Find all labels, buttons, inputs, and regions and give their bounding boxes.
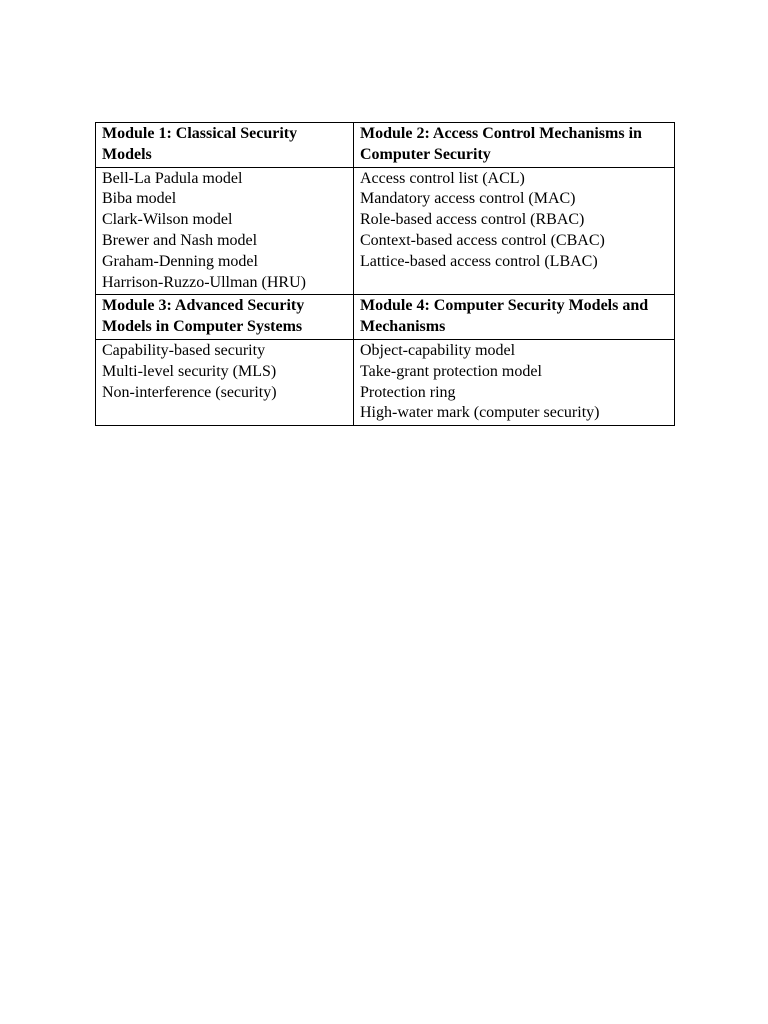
table-row-header-1 <box>96 123 675 168</box>
table-row-header-2 <box>96 295 675 340</box>
table-row-items-1 <box>96 167 675 295</box>
list-item: Multi-level security (MLS) <box>102 362 277 380</box>
module-2-items <box>354 167 675 295</box>
list-item: Lattice-based access control (LBAC) <box>360 252 598 270</box>
list-item: Role-based access control (RBAC) <box>360 211 585 229</box>
list-item: Capability-based security <box>102 341 266 359</box>
list-item: High-water mark (computer security) <box>360 404 600 422</box>
modules-table <box>95 122 675 426</box>
list-item: Clark-Wilson model <box>102 211 233 229</box>
module-1-items <box>96 167 354 295</box>
list-item: Object-capability model <box>360 341 516 359</box>
list-item: Take-grant protection model <box>360 362 542 380</box>
list-item: Protection ring <box>360 383 456 401</box>
list-item: Mandatory access control (MAC) <box>360 190 576 208</box>
list-item: Graham-Denning model <box>102 252 258 270</box>
list-item: Non-interference (security) <box>102 383 277 401</box>
module-4-items <box>354 339 675 425</box>
table-row-items-2 <box>96 339 675 425</box>
list-item: Biba model <box>102 190 177 208</box>
list-item: Brewer and Nash model <box>102 231 258 249</box>
module-3-title: Module 3: Advanced Security Models in Computer Systems <box>96 295 354 340</box>
module-1-title: Module 1: Classical Security Models <box>96 123 354 168</box>
module-4-title: Module 4: Computer Security Models and Mechanisms <box>354 295 675 340</box>
list-item: Context-based access control (CBAC) <box>360 231 605 249</box>
module-3-items <box>96 339 354 425</box>
module-2-title: Module 2: Access Control Mechanisms in Computer Security <box>354 123 675 168</box>
list-item: Bell-La Padula model <box>102 169 243 187</box>
list-item: Harrison-Ruzzo-Ullman (HRU) <box>102 273 306 291</box>
list-item: Access control list (ACL) <box>360 169 525 187</box>
